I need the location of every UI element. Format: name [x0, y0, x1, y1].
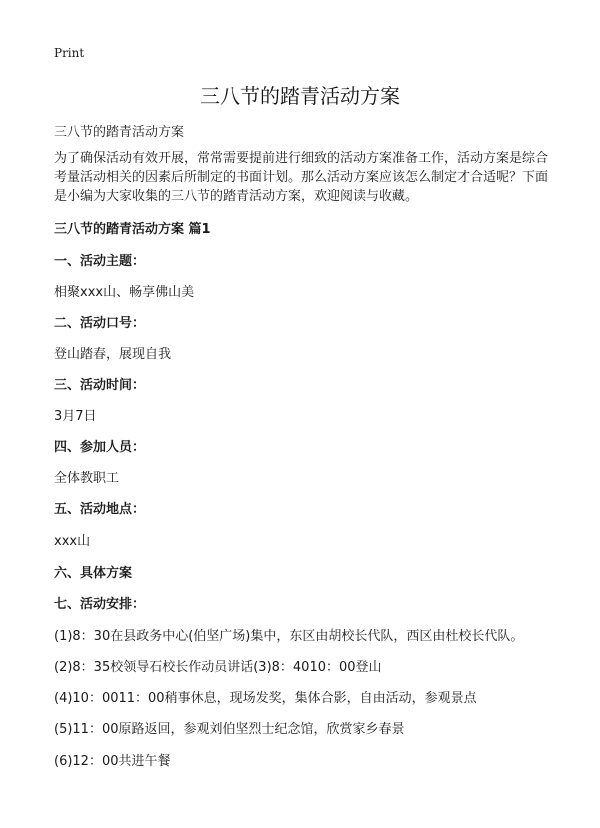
intro-paragraph: 为了确保活动有效开展，常常需要提前进行细致的活动方案准备工作，活动方案是综合考量活动相关的因素后所制定的书面计划。那么活动方案应该怎么制定才合适呢？下面是小编为大家收集的三八节的踏青活动方案，欢迎阅读与收藏。 [54, 151, 549, 204]
time-heading: 三、活动时间： [54, 378, 146, 393]
schedule-item: (4)10：0011：00稍事休息，现场发奖，集体合影，自由活动，参观景点 [54, 691, 477, 706]
place-heading: 五、活动地点： [54, 502, 146, 517]
time-text: 3月7日 [54, 409, 97, 424]
plan-heading: 六、具体方案 [54, 566, 133, 581]
schedule-item: (2)8：35校领导石校长作动员讲话(3)8：4010：00登山 [54, 660, 382, 675]
print-label: Print [54, 46, 85, 60]
document-subtitle: 三八节的踏青活动方案 [54, 125, 185, 140]
place-text: xxx山 [54, 534, 91, 549]
schedule-heading: 七、活动安排： [54, 597, 146, 612]
document-title: 三八节的踏青活动方案 [200, 84, 400, 108]
schedule-item: (1)8：30在县政务中心(伯坚广场)集中，东区由胡校长代队，西区由杜校长代队。 [54, 629, 524, 644]
slogan-text: 登山踏春，展现自我 [54, 347, 172, 362]
schedule-item: (6)12：00共进午餐 [54, 754, 171, 769]
people-heading: 四、参加人员： [54, 440, 146, 455]
schedule-item: (5)11：00原路返回，参观刘伯坚烈士纪念馆，欣赏家乡春景 [54, 722, 405, 737]
slogan-heading: 二、活动口号： [54, 316, 146, 331]
theme-heading: 一、活动主题： [54, 254, 146, 269]
theme-text: 相聚xxx山、畅享佛山美 [54, 285, 195, 300]
people-text: 全体教职工 [54, 471, 120, 486]
section-title: 三八节的踏青活动方案 篇1 [54, 222, 211, 237]
